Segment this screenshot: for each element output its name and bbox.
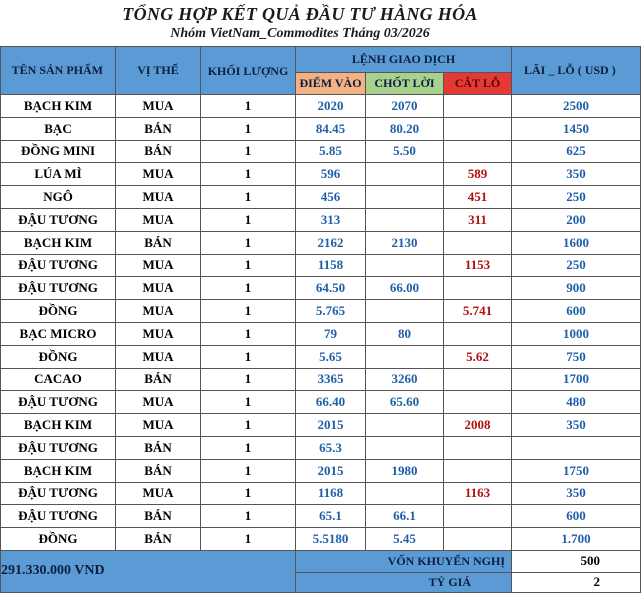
cell-take-profit: 66.00 — [366, 277, 444, 300]
cell-pnl: 250 — [512, 254, 641, 277]
cell-stop-loss: 589 — [444, 163, 512, 186]
cell-entry: 64.50 — [296, 277, 366, 300]
cell-stop-loss — [444, 322, 512, 345]
cell-name: ĐẬU TƯƠNG — [1, 277, 116, 300]
report-subtitle: Nhóm VietNam_Commodites Tháng 03/2026 — [170, 26, 430, 41]
table-row — [1, 231, 641, 254]
cell-name: ĐẬU TƯƠNG — [1, 482, 116, 505]
cell-volume: 1 — [201, 322, 296, 345]
cell-position: BÁN — [116, 117, 201, 140]
total-value: 291.330.000 VND — [1, 550, 296, 592]
cell-volume: 1 — [201, 345, 296, 368]
cell-stop-loss: 451 — [444, 186, 512, 209]
cell-name: ĐỒNG — [1, 528, 116, 551]
cell-take-profit: 2070 — [366, 95, 444, 118]
cell-position: MUA — [116, 277, 201, 300]
table-row — [1, 140, 641, 163]
rate-label: TỶ GIÁ — [296, 572, 512, 592]
cell-position: BÁN — [116, 459, 201, 482]
header-position: VỊ THẾ — [116, 47, 201, 95]
cell-entry: 2020 — [296, 95, 366, 118]
cell-pnl: 1.700 — [512, 528, 641, 551]
cell-position: MUA — [116, 163, 201, 186]
cell-take-profit — [366, 345, 444, 368]
table-row — [1, 345, 641, 368]
cell-pnl: 625 — [512, 140, 641, 163]
results-table — [0, 46, 641, 593]
cell-take-profit: 80 — [366, 322, 444, 345]
cell-position: BÁN — [116, 505, 201, 528]
cell-name: ĐẬU TƯƠNG — [1, 208, 116, 231]
cell-pnl: 200 — [512, 208, 641, 231]
cell-take-profit: 3260 — [366, 368, 444, 391]
table-row — [1, 163, 641, 186]
cell-volume: 1 — [201, 95, 296, 118]
cell-take-profit: 65.60 — [366, 391, 444, 414]
table-row — [1, 459, 641, 482]
cell-stop-loss — [444, 391, 512, 414]
cell-entry: 65.3 — [296, 436, 366, 459]
cell-name: ĐẬU TƯƠNG — [1, 436, 116, 459]
cell-stop-loss — [444, 528, 512, 551]
cell-take-profit: 5.50 — [366, 140, 444, 163]
table-row — [1, 117, 641, 140]
cell-entry: 5.5180 — [296, 528, 366, 551]
cell-volume: 1 — [201, 208, 296, 231]
cell-volume: 1 — [201, 277, 296, 300]
cell-take-profit — [366, 186, 444, 209]
cell-stop-loss — [444, 231, 512, 254]
cell-pnl: 750 — [512, 345, 641, 368]
cell-volume: 1 — [201, 140, 296, 163]
table-row — [1, 300, 641, 323]
cell-pnl: 1000 — [512, 322, 641, 345]
cell-name: ĐẬU TƯƠNG — [1, 505, 116, 528]
cell-take-profit — [366, 300, 444, 323]
table-row — [1, 505, 641, 528]
cell-volume: 1 — [201, 300, 296, 323]
cell-stop-loss — [444, 505, 512, 528]
cell-position: BÁN — [116, 140, 201, 163]
cell-volume: 1 — [201, 459, 296, 482]
cell-position: MUA — [116, 95, 201, 118]
cell-position: MUA — [116, 345, 201, 368]
table-row — [1, 482, 641, 505]
cell-pnl: 1450 — [512, 117, 641, 140]
cell-entry: 313 — [296, 208, 366, 231]
cell-name: BẠCH KIM — [1, 95, 116, 118]
cell-position: BÁN — [116, 368, 201, 391]
cell-position: MUA — [116, 391, 201, 414]
cell-name: ĐẬU TƯƠNG — [1, 254, 116, 277]
cell-entry: 66.40 — [296, 391, 366, 414]
cell-entry: 2162 — [296, 231, 366, 254]
cell-position: BÁN — [116, 436, 201, 459]
table-row — [1, 186, 641, 209]
cell-entry: 456 — [296, 186, 366, 209]
cell-entry: 84.45 — [296, 117, 366, 140]
cell-stop-loss: 311 — [444, 208, 512, 231]
cell-stop-loss — [444, 368, 512, 391]
cell-position: MUA — [116, 414, 201, 437]
cell-name: BẠCH KIM — [1, 231, 116, 254]
cell-name: BẠCH KIM — [1, 414, 116, 437]
cell-stop-loss: 5.741 — [444, 300, 512, 323]
report-title: TỔNG HỢP KẾT QUẢ ĐẦU TƯ HÀNG HÓA — [122, 4, 478, 24]
cell-entry: 1158 — [296, 254, 366, 277]
cell-entry: 1168 — [296, 482, 366, 505]
header-stop-loss: CẮT LỖ — [444, 73, 512, 95]
cell-stop-loss: 2008 — [444, 414, 512, 437]
table-row — [1, 95, 641, 118]
cell-stop-loss: 5.62 — [444, 345, 512, 368]
cell-position: BÁN — [116, 528, 201, 551]
cell-entry: 5.85 — [296, 140, 366, 163]
header-entry: ĐIỂM VÀO — [296, 73, 366, 95]
cell-pnl: 1700 — [512, 368, 641, 391]
table-row — [1, 414, 641, 437]
cell-entry: 5.65 — [296, 345, 366, 368]
cell-volume: 1 — [201, 482, 296, 505]
cell-name: BẠC — [1, 117, 116, 140]
cell-stop-loss: 1163 — [444, 482, 512, 505]
cell-name: ĐẬU TƯƠNG — [1, 391, 116, 414]
table-row — [1, 368, 641, 391]
cell-name: ĐỒNG — [1, 300, 116, 323]
cell-pnl: 250 — [512, 186, 641, 209]
cell-pnl: 600 — [512, 505, 641, 528]
cell-take-profit — [366, 254, 444, 277]
header-pnl: LÃI _ LỖ ( USD ) — [512, 47, 641, 95]
rate-value: 2 — [512, 572, 641, 592]
cell-volume: 1 — [201, 254, 296, 277]
cell-take-profit — [366, 163, 444, 186]
table-row — [1, 254, 641, 277]
header-orders: LỆNH GIAO DỊCH — [296, 47, 512, 73]
header-volume: KHỐI LƯỢNG — [201, 47, 296, 95]
table-row — [1, 391, 641, 414]
cell-pnl: 480 — [512, 391, 641, 414]
cell-pnl: 600 — [512, 300, 641, 323]
cell-entry: 596 — [296, 163, 366, 186]
cell-entry: 5.765 — [296, 300, 366, 323]
cell-take-profit: 66.1 — [366, 505, 444, 528]
cell-take-profit: 2130 — [366, 231, 444, 254]
cell-name: ĐỒNG — [1, 345, 116, 368]
cell-name: CACAO — [1, 368, 116, 391]
header-product: TÊN SẢN PHẨM — [1, 47, 116, 95]
capital-label: VỐN KHUYẾN NGHỊ — [296, 550, 512, 572]
cell-volume: 1 — [201, 505, 296, 528]
cell-take-profit: 5.45 — [366, 528, 444, 551]
table-row — [1, 436, 641, 459]
cell-name: LÚA MÌ — [1, 163, 116, 186]
table-row — [1, 322, 641, 345]
cell-stop-loss — [444, 277, 512, 300]
cell-stop-loss — [444, 95, 512, 118]
cell-take-profit — [366, 482, 444, 505]
cell-entry: 2015 — [296, 414, 366, 437]
cell-pnl: 350 — [512, 163, 641, 186]
cell-name: BẠCH KIM — [1, 459, 116, 482]
cell-stop-loss — [444, 459, 512, 482]
cell-name: NGÔ — [1, 186, 116, 209]
cell-volume: 1 — [201, 436, 296, 459]
cell-entry: 79 — [296, 322, 366, 345]
cell-pnl — [512, 436, 641, 459]
cell-name: ĐỒNG MINI — [1, 140, 116, 163]
cell-position: MUA — [116, 300, 201, 323]
cell-volume: 1 — [201, 231, 296, 254]
cell-take-profit — [366, 414, 444, 437]
cell-position: MUA — [116, 482, 201, 505]
cell-position: MUA — [116, 186, 201, 209]
cell-volume: 1 — [201, 528, 296, 551]
cell-take-profit: 80.20 — [366, 117, 444, 140]
cell-take-profit — [366, 436, 444, 459]
capital-value: 500 — [512, 550, 641, 572]
cell-volume: 1 — [201, 414, 296, 437]
cell-entry: 65.1 — [296, 505, 366, 528]
table-row — [1, 528, 641, 551]
cell-volume: 1 — [201, 368, 296, 391]
cell-stop-loss — [444, 140, 512, 163]
cell-pnl: 350 — [512, 482, 641, 505]
cell-entry: 3365 — [296, 368, 366, 391]
cell-stop-loss — [444, 117, 512, 140]
table-row — [1, 277, 641, 300]
cell-take-profit: 1980 — [366, 459, 444, 482]
cell-position: MUA — [116, 254, 201, 277]
cell-position: BÁN — [116, 231, 201, 254]
cell-position: MUA — [116, 208, 201, 231]
cell-pnl: 1750 — [512, 459, 641, 482]
cell-volume: 1 — [201, 163, 296, 186]
table-row — [1, 208, 641, 231]
cell-take-profit — [366, 208, 444, 231]
cell-pnl: 1600 — [512, 231, 641, 254]
cell-volume: 1 — [201, 391, 296, 414]
cell-volume: 1 — [201, 186, 296, 209]
cell-position: MUA — [116, 322, 201, 345]
cell-volume: 1 — [201, 117, 296, 140]
cell-name: BẠC MICRO — [1, 322, 116, 345]
cell-stop-loss — [444, 436, 512, 459]
cell-entry: 2015 — [296, 459, 366, 482]
cell-stop-loss: 1153 — [444, 254, 512, 277]
cell-pnl: 900 — [512, 277, 641, 300]
header-take-profit: CHỐT LỜI — [366, 73, 444, 95]
cell-pnl: 2500 — [512, 95, 641, 118]
cell-pnl: 350 — [512, 414, 641, 437]
